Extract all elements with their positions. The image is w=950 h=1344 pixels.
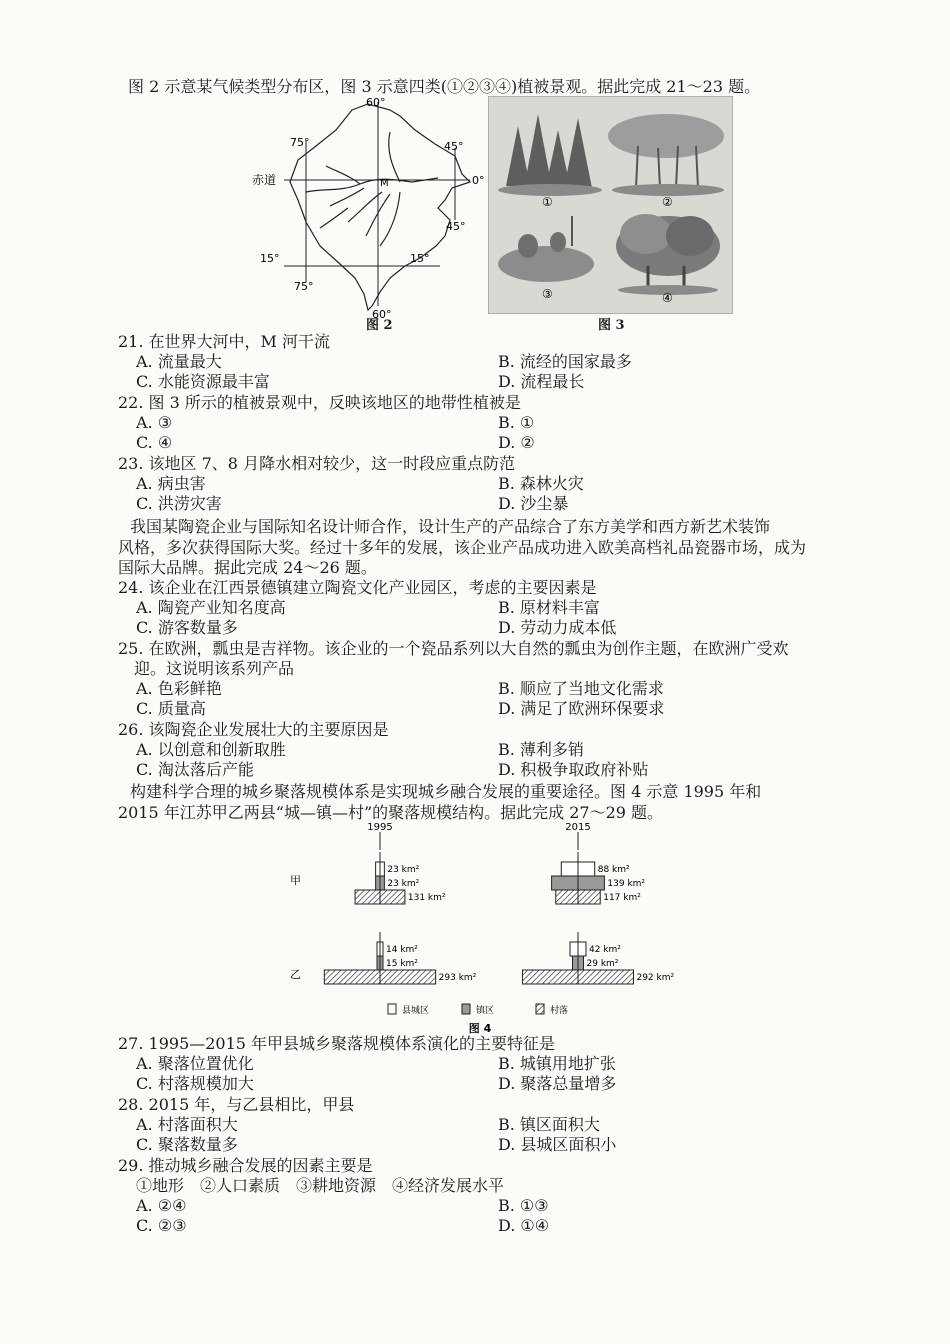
continent-outline bbox=[290, 104, 470, 310]
bar-label-甲-2015-县城区: 88 km² bbox=[597, 865, 630, 875]
label-veg-4: ④ bbox=[662, 291, 673, 305]
bar-label-乙-2015-村落: 292 km² bbox=[636, 973, 675, 983]
q26-option-a: A. 以创意和创新取胜 bbox=[136, 740, 286, 759]
q26-stem: 26. 该陶瓷企业发展壮大的主要原因是 bbox=[118, 720, 389, 739]
label-m: M bbox=[380, 178, 389, 189]
q28-option-d: D. 县城区面积小 bbox=[498, 1135, 617, 1154]
bar-label-乙-2015-镇区: 29 km² bbox=[586, 959, 619, 969]
q29-option-d: D. ①④ bbox=[498, 1216, 550, 1235]
q22-stem: 22. 图 3 所示的植被景观中，反映该地区的地带性植被是 bbox=[118, 393, 521, 412]
q29-option-b: B. ①③ bbox=[498, 1196, 549, 1215]
q28-option-a: A. 村落面积大 bbox=[136, 1115, 238, 1134]
intro-27-29-line2: 2015 年江苏甲乙两县“城—镇—村”的聚落规模结构。据此完成 27～29 题。 bbox=[118, 803, 664, 822]
q26-option-d: D. 积极争取政府补贴 bbox=[498, 760, 649, 779]
intro-27-29-line1: 构建科学合理的城乡聚落规模体系是实现城乡融合发展的重要途径。图 4 示意 1995 年和 bbox=[130, 782, 762, 801]
q29-stem: 29. 推动城乡融合发展的因素主要是 bbox=[118, 1156, 373, 1175]
q25-option-b: B. 顺应了当地文化需求 bbox=[498, 679, 664, 698]
q25-stem-line2: 迎。这说明该系列产品 bbox=[134, 659, 295, 678]
q22-option-d: D. ② bbox=[498, 433, 535, 452]
q24-stem: 24. 该企业在江西景德镇建立陶瓷文化产业园区，考虑的主要因素是 bbox=[118, 578, 597, 597]
bar-label-乙-2015-县城区: 42 km² bbox=[588, 945, 621, 955]
q27-option-c: C. 村落规模加大 bbox=[136, 1074, 254, 1093]
year-2015: 2015 bbox=[565, 822, 591, 833]
label-equator: 赤道 bbox=[252, 173, 277, 187]
legend-town: 镇区 bbox=[476, 1006, 495, 1016]
q23-stem: 23. 该地区 7、8 月降水相对较少，这一时段应重点防范 bbox=[118, 454, 516, 473]
q22-option-a: A. ③ bbox=[136, 413, 173, 432]
legend-town-swatch bbox=[462, 1004, 470, 1014]
bar-label-乙-1995-镇区: 15 km² bbox=[386, 959, 418, 969]
q27-option-a: A. 聚落位置优化 bbox=[136, 1054, 254, 1073]
q21-stem: 21. 在世界大河中，M 河干流 bbox=[118, 332, 331, 351]
q25-option-d: D. 满足了欧洲环保要求 bbox=[498, 699, 665, 718]
bar-label-甲-2015-村落: 117 km² bbox=[603, 893, 641, 903]
q28-option-c: C. 聚落数量多 bbox=[136, 1135, 238, 1154]
bar-label-甲-1995-镇区: 23 km² bbox=[387, 879, 420, 889]
label-15-right: 15° bbox=[410, 252, 430, 265]
legend-village-swatch bbox=[536, 1004, 544, 1014]
q21-option-b: B. 流经的国家最多 bbox=[498, 352, 632, 371]
label-75-top: 75° bbox=[290, 136, 310, 149]
q24-option-a: A. 陶瓷产业知名度高 bbox=[136, 598, 286, 617]
q28-option-b: B. 镇区面积大 bbox=[498, 1115, 600, 1134]
q24-option-d: D. 劳动力成本低 bbox=[498, 618, 617, 637]
bar-label-甲-1995-村落: 131 km² bbox=[407, 893, 446, 903]
label-45-bottom: 45° bbox=[446, 220, 466, 233]
label-veg-3: ③ bbox=[542, 287, 553, 301]
q26-option-b: B. 薄利多销 bbox=[498, 740, 584, 759]
intro-24-26-line3: 国际大品牌。据此完成 24～26 题。 bbox=[118, 558, 377, 577]
q23-option-c: C. 洪涝灾害 bbox=[136, 494, 222, 513]
q25-option-a: A. 色彩鲜艳 bbox=[136, 679, 222, 698]
q28-stem: 28. 2015 年，与乙县相比，甲县 bbox=[118, 1095, 355, 1114]
figure-4-chart bbox=[270, 820, 710, 1038]
bar-label-乙-1995-县城区: 14 km² bbox=[386, 945, 418, 955]
label-45-top: 45° bbox=[444, 140, 464, 153]
bar-label-甲-2015-镇区: 139 km² bbox=[607, 879, 646, 889]
q21-option-d: D. 流程最长 bbox=[498, 372, 585, 391]
label-15-left: 15° bbox=[260, 252, 280, 265]
q22-option-c: C. ④ bbox=[136, 433, 173, 452]
q27-option-d: D. 聚落总量增多 bbox=[498, 1074, 617, 1093]
label-0: 0° bbox=[472, 174, 485, 187]
q23-option-a: A. 病虫害 bbox=[136, 474, 206, 493]
row-label-jia: 甲 bbox=[290, 874, 301, 887]
label-60-bottom: 60° bbox=[372, 308, 392, 321]
label-veg-1: ① bbox=[542, 195, 553, 209]
q29-items: ①地形 ②人口素质 ③耕地资源 ④经济发展水平 bbox=[136, 1176, 505, 1195]
figure-2-map bbox=[240, 96, 485, 326]
q24-option-c: C. 游客数量多 bbox=[136, 618, 238, 637]
label-75-bottom: 75° bbox=[294, 280, 314, 293]
q29-option-c: C. ②③ bbox=[136, 1216, 187, 1235]
q21-option-c: C. 水能资源最丰富 bbox=[136, 372, 270, 391]
intro-24-26-line1: 我国某陶瓷企业与国际知名设计师合作，设计生产的产品综合了东方美学和西方新艺术装饰 bbox=[130, 517, 771, 536]
q25-stem-line1: 25. 在欧洲，瓢虫是吉祥物。该企业的一个瓷品系列以大自然的瓢虫为创作主题，在欧洲广受欢 bbox=[118, 639, 789, 658]
figure-2-caption: 图 2 bbox=[366, 318, 393, 333]
figure-3-vegetation bbox=[488, 96, 733, 314]
q22-option-b: B. ① bbox=[498, 413, 535, 432]
q29-option-a: A. ②④ bbox=[136, 1196, 187, 1215]
legend-county-swatch bbox=[388, 1004, 396, 1014]
figure-3-caption: 图 3 bbox=[598, 318, 625, 333]
q23-option-b: B. 森林火灾 bbox=[498, 474, 584, 493]
q23-option-d: D. 沙尘暴 bbox=[498, 494, 569, 513]
q24-option-b: B. 原材料丰富 bbox=[498, 598, 600, 617]
figure-4-caption: 图 4 bbox=[468, 1022, 492, 1035]
q25-option-c: C. 质量高 bbox=[136, 699, 206, 718]
bar-label-甲-1995-县城区: 23 km² bbox=[387, 865, 420, 875]
year-1995: 1995 bbox=[367, 822, 393, 833]
label-veg-2: ② bbox=[662, 195, 673, 209]
q27-stem: 27. 1995—2015 年甲县城乡聚落规模体系演化的主要特征是 bbox=[118, 1034, 556, 1053]
intro-21-23: 图 2 示意某气候类型分布区，图 3 示意四类(①②③④)植被景观。据此完成 21～23 题。 bbox=[128, 77, 761, 96]
row-label-yi: 乙 bbox=[290, 968, 301, 981]
q27-option-b: B. 城镇用地扩张 bbox=[498, 1054, 616, 1073]
legend-village: 村落 bbox=[550, 1006, 569, 1016]
q26-option-c: C. 淘汰落后产能 bbox=[136, 760, 254, 779]
label-60-top: 60° bbox=[366, 96, 386, 109]
legend-county: 县城区 bbox=[402, 1006, 430, 1016]
q21-option-a: A. 流量最大 bbox=[136, 352, 222, 371]
bar-label-乙-1995-村落: 293 km² bbox=[438, 973, 477, 983]
intro-24-26-line2: 风格，多次获得国际大奖。经过十多年的发展，该企业产品成功进入欧美高档礼品瓷器市场，成为 bbox=[118, 538, 807, 557]
